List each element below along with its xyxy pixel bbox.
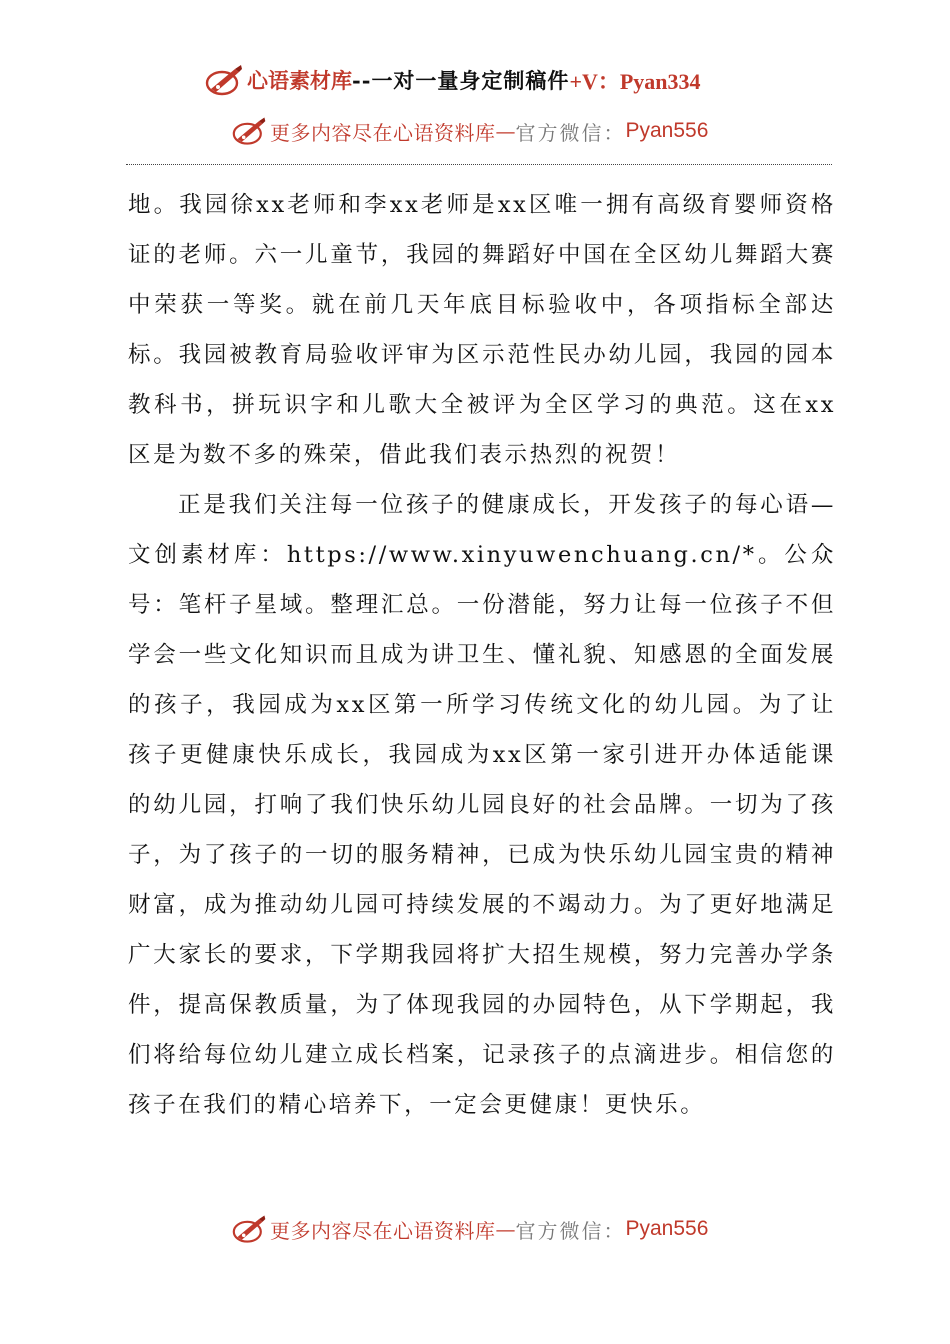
paragraph-1: 地。我园徐xx老师和李xx老师是xx区唯一拥有高级育婴师资格证的老师。六一儿童节，我园的舞蹈好中国在全区幼儿舞蹈大赛中荣获一等奖。就在前几天年底目标验收中，各项指标全部达标。我园被教育局验收评审为区示范性民办幼儿园，我园的园本教科书，拼玩识字和儿歌大全被评为全区学习的典范。这在xx区是为数不多的殊荣，借此我们表示热烈的祝贺！: [128, 192, 836, 468]
header-separator: --: [352, 67, 372, 93]
footer-banner: [232, 1210, 708, 1248]
wechat-id: Pyan556: [625, 119, 709, 142]
pen-logo-icon: [232, 1213, 268, 1245]
brand-name: 心语素材库: [247, 68, 352, 93]
header-banner: [205, 60, 701, 100]
footer-em-dash: —: [495, 1217, 516, 1241]
pen-logo-icon: [232, 115, 268, 147]
paragraph-2: 正是我们关注每一位孩子的健康成长，开发孩子的每心语—文创素材库：https://www.xinyuwenchuang.cn/*。公众号：笔杆子星域。整理汇总。一份潜能，努力让每一位孩子不但学会一些文化知识而且成为讲卫生、懂礼貌、知感恩的全面发展的孩子，我园成为xx区第一所学习传统文化的幼儿园。为了让孩子更健康快乐成长，我园成为xx区第一家引进开办体适能课的幼儿园，打响了我们快乐幼儿园良好的社会品牌。一切为了孩子，为了孩子的一切的服务精神，已成为快乐幼儿园宝贵的精神财富，成为推动幼儿园可持续发展的不竭动力。为了更好地满足广大家长的要求，下学期我园将扩大招生规模，努力完善办学条件，提高保教质量，为了体现我园的办园特色，从下学期起，我们将给每位幼儿建立成长档案，记录孩子的点滴进步。相信您的孩子在我们的精心培养下，一定会更健康！更快乐。: [128, 492, 836, 1118]
document-body: [128, 180, 836, 1130]
header-slogan: 一对一量身定制稿件: [371, 68, 570, 93]
more-content-text: 更多内容尽在心语资料库: [270, 120, 496, 145]
header-divider: [126, 164, 832, 165]
wechat-label: 官方微信：: [515, 120, 626, 145]
header-contact: +V：Pyan334: [569, 68, 701, 94]
pen-logo-icon: [205, 63, 245, 97]
footer-wechat-id: Pyan556: [625, 1217, 709, 1240]
footer-more-content-text: 更多内容尽在心语资料库: [270, 1218, 496, 1243]
header-subline: [232, 112, 708, 150]
em-dash: —: [495, 119, 516, 143]
footer-wechat-label: 官方微信：: [515, 1218, 626, 1243]
